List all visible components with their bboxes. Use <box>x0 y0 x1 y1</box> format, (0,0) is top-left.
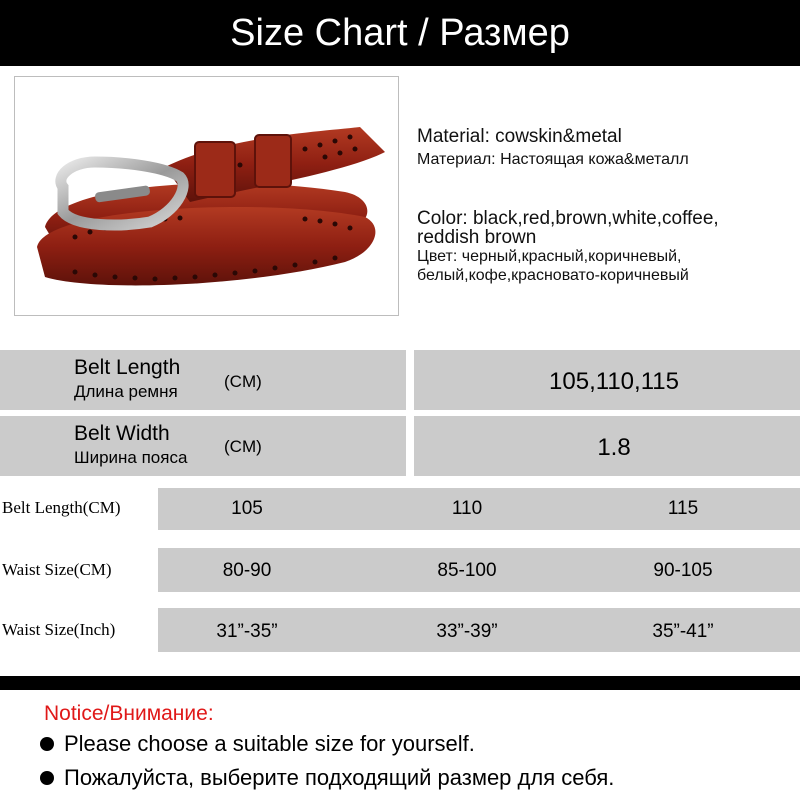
table-cell: 105 <box>231 498 263 519</box>
notice-line: Please choose a suitable size for yourself. <box>64 731 475 756</box>
table-cell: 85-100 <box>437 560 497 581</box>
table-row-label: Waist Size(Inch) <box>2 620 116 639</box>
notice-title: Notice/Внимание: <box>44 702 214 725</box>
title-bar <box>0 0 800 66</box>
spec-value: 1.8 <box>597 434 631 461</box>
spec-label-cell <box>0 350 406 410</box>
table-cell: 110 <box>451 498 483 519</box>
material-en: Material: cowskin&metal <box>417 126 622 147</box>
color-ru-line1: Цвет: черный,красный,коричневый, <box>417 248 682 265</box>
material-ru: Материал: Настоящая кожа&металл <box>417 151 689 168</box>
color-en-line2: reddish brown <box>417 227 537 248</box>
table-row-label: Waist Size(CM) <box>2 560 112 579</box>
spec-label-cell <box>0 416 406 476</box>
spec-value: 105,110,115 <box>549 368 679 395</box>
spec-unit: (CM) <box>224 372 262 391</box>
spec-label-ru: Длина ремня <box>74 382 178 401</box>
spec-label-ru: Ширина пояса <box>74 448 188 467</box>
color-ru-line2: белый,кофе,красновато-коричневый <box>417 267 689 284</box>
belt-illustration <box>15 77 399 316</box>
product-photo <box>14 76 399 316</box>
table-cell: 115 <box>667 498 699 519</box>
spec-label-en: Belt Width <box>74 422 170 445</box>
page-title: Size Chart / Размер <box>230 11 570 54</box>
table-cell: 35”-41” <box>652 621 714 642</box>
table-cell: 33”-39” <box>436 621 498 642</box>
table-row-label: Belt Length(CM) <box>2 498 121 517</box>
notice-line: Пожалуйста, выберите подходящий размер для себя. <box>64 765 615 790</box>
table-cell: 90-105 <box>653 560 713 581</box>
table-cell: 31”-35” <box>216 621 278 642</box>
divider-bar <box>0 676 800 690</box>
bullet-icon <box>40 737 54 751</box>
bullet-icon <box>40 771 54 785</box>
color-en-line1: Color: black,red,brown,white,coffee, <box>417 208 719 229</box>
table-cell: 80-90 <box>222 560 272 581</box>
spec-label-en: Belt Length <box>74 356 181 379</box>
spec-unit: (CM) <box>224 437 262 456</box>
